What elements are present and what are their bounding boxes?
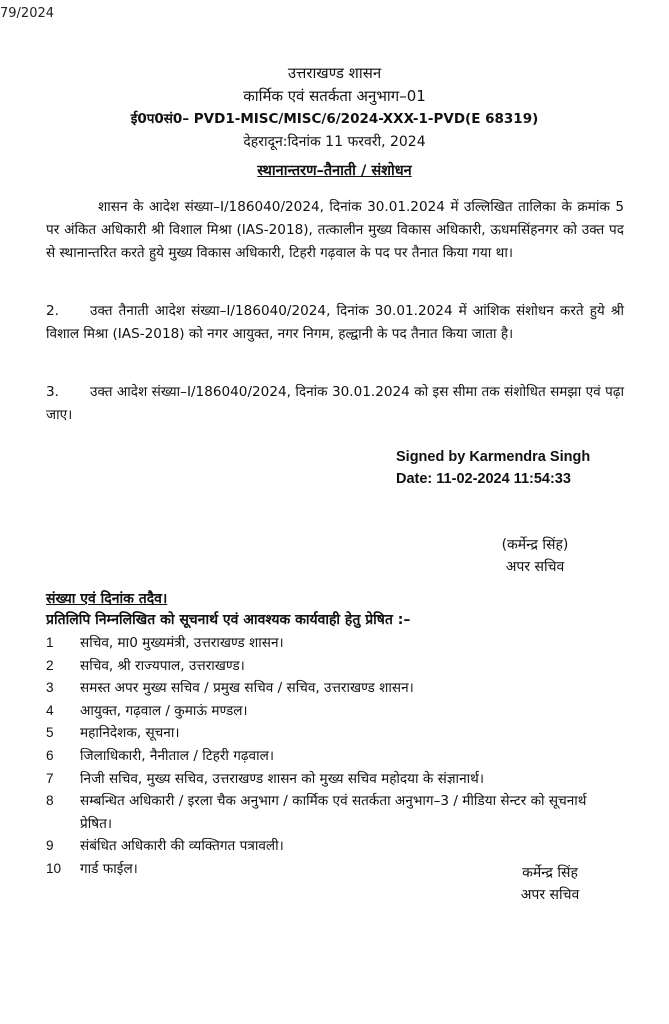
list-text: सचिव, श्री राज्यपाल, उत्तराखण्ड। xyxy=(80,657,245,674)
copy-list xyxy=(46,632,616,881)
list-item xyxy=(46,790,616,835)
department-name: कार्मिक एवं सतर्कता अनुभाग–01 xyxy=(243,87,426,105)
corner-page-number: 79/2024 xyxy=(0,6,55,21)
copy-intro: प्रतिलिपि निम्नलिखित को सूचनार्थ एवं आवश्यक कार्यवाही हेतु प्रेषित :– xyxy=(46,612,411,628)
list-number: 1 xyxy=(46,635,54,650)
list-number: 2 xyxy=(46,657,54,673)
signatory-block-1 xyxy=(475,534,595,578)
list-item xyxy=(46,768,616,791)
list-text: जिलाधिकारी, नैनीताल / टिहरी गढ़वाल। xyxy=(80,747,274,764)
signed-date: Date: 11-02-2024 11:54:33 xyxy=(396,471,571,487)
list-text: महानिदेशक, सूचना। xyxy=(80,725,180,742)
file-number: ई0प0सं0– PVD1-MISC/MISC/6/2024-XXX-1-PVD(E 68319) xyxy=(130,111,539,127)
list-item xyxy=(46,700,616,723)
paragraph-2-number: 2. xyxy=(46,303,59,319)
list-number: 9 xyxy=(46,838,54,854)
paragraph-3 xyxy=(46,381,624,427)
signatory-designation: अपर सचिव xyxy=(520,887,580,903)
digital-signature xyxy=(396,446,590,490)
paragraph-2-text: उक्त तैनाती आदेश संख्या–I/186040/2024, दिनांक 30.01.2024 में आंशिक संशोधन करते हुये श्री विशाल मिश्रा (IAS-2018) को नगर आयुक्त, नगर निगम, हल्द्वानी के पद तैनात किया जाता है। xyxy=(46,303,624,342)
list-number: 7 xyxy=(46,770,54,786)
list-number: 4 xyxy=(46,702,54,718)
list-number: 6 xyxy=(46,747,54,763)
subject-heading: स्थानान्तरण–तैनाती / संशोधन xyxy=(257,163,412,179)
copy-section-header xyxy=(46,589,410,631)
signatory-designation: अपर सचिव xyxy=(505,559,565,575)
list-number: 5 xyxy=(46,725,54,741)
list-item xyxy=(46,677,616,700)
list-item xyxy=(46,632,616,655)
paragraph-2 xyxy=(46,300,624,346)
list-text: आयुक्त, गढ़वाल / कुमाऊं मण्डल। xyxy=(80,702,248,719)
list-text: संबंधित अधिकारी की व्यक्तिगत पत्रावली। xyxy=(80,838,284,855)
list-item xyxy=(46,655,616,678)
list-text: समस्त अपर मुख्य सचिव / प्रमुख सचिव / सचिव, उत्तराखण्ड शासन। xyxy=(80,680,414,697)
list-number: 3 xyxy=(46,680,54,696)
signed-by: Signed by Karmendra Singh xyxy=(396,449,591,465)
paragraph-1 xyxy=(46,196,624,265)
list-item xyxy=(46,835,616,858)
list-text: सचिव, मा0 मुख्यमंत्री, उत्तराखण्ड शासन। xyxy=(80,635,284,651)
list-text: गार्ड फाईल। xyxy=(80,860,138,877)
paragraph-3-number: 3. xyxy=(46,384,59,400)
list-item xyxy=(46,722,616,745)
paragraph-1-text: शासन के आदेश संख्या–I/186040/2024, दिनांक 30.01.2024 में उल्लिखित तालिका के क्रमांक 5 पर अंकित अधिकारी श्री विशाल मिश्रा (IAS-2018), तत्कालीन मुख्य विकास अधिकारी, ऊधमसिंहनगर को उक्त पद से स्थानान्तरित करते हुये मुख्य विकास अधिकारी, टिहरी गढ़वाल के पद पर तैनात किया गया था। xyxy=(46,199,624,261)
place-date: देहरादून:दिनांक 11 फरवरी, 2024 xyxy=(243,134,426,150)
signatory-block-2 xyxy=(495,862,605,906)
paragraph-3-text: उक्त आदेश संख्या–I/186040/2024, दिनांक 30.01.2024 को इस सीमा तक संशोधित समझा एवं पढ़ा जाए। xyxy=(46,384,624,423)
list-text: सम्बन्धित अधिकारी / इरला चैक अनुभाग / कार्मिक एवं सतर्कता अनुभाग–3 / मीडिया सेन्टर को सूचनार्थ प्रेषित। xyxy=(80,793,587,832)
signatory-name: कर्मेन्द्र सिंह xyxy=(522,865,578,881)
list-number: 8 xyxy=(46,793,54,809)
list-number: 10 xyxy=(46,860,62,876)
signatory-name: (कर्मेन्द्र सिंह) xyxy=(501,537,569,553)
copy-heading: संख्या एवं दिनांक तदैव। xyxy=(46,591,168,607)
list-text: निजी सचिव, मुख्य सचिव, उत्तराखण्ड शासन को मुख्य सचिव महोदया के संज्ञानार्थ। xyxy=(80,770,484,787)
govt-title: उत्तराखण्ड शासन xyxy=(287,64,382,82)
list-item xyxy=(46,745,616,768)
